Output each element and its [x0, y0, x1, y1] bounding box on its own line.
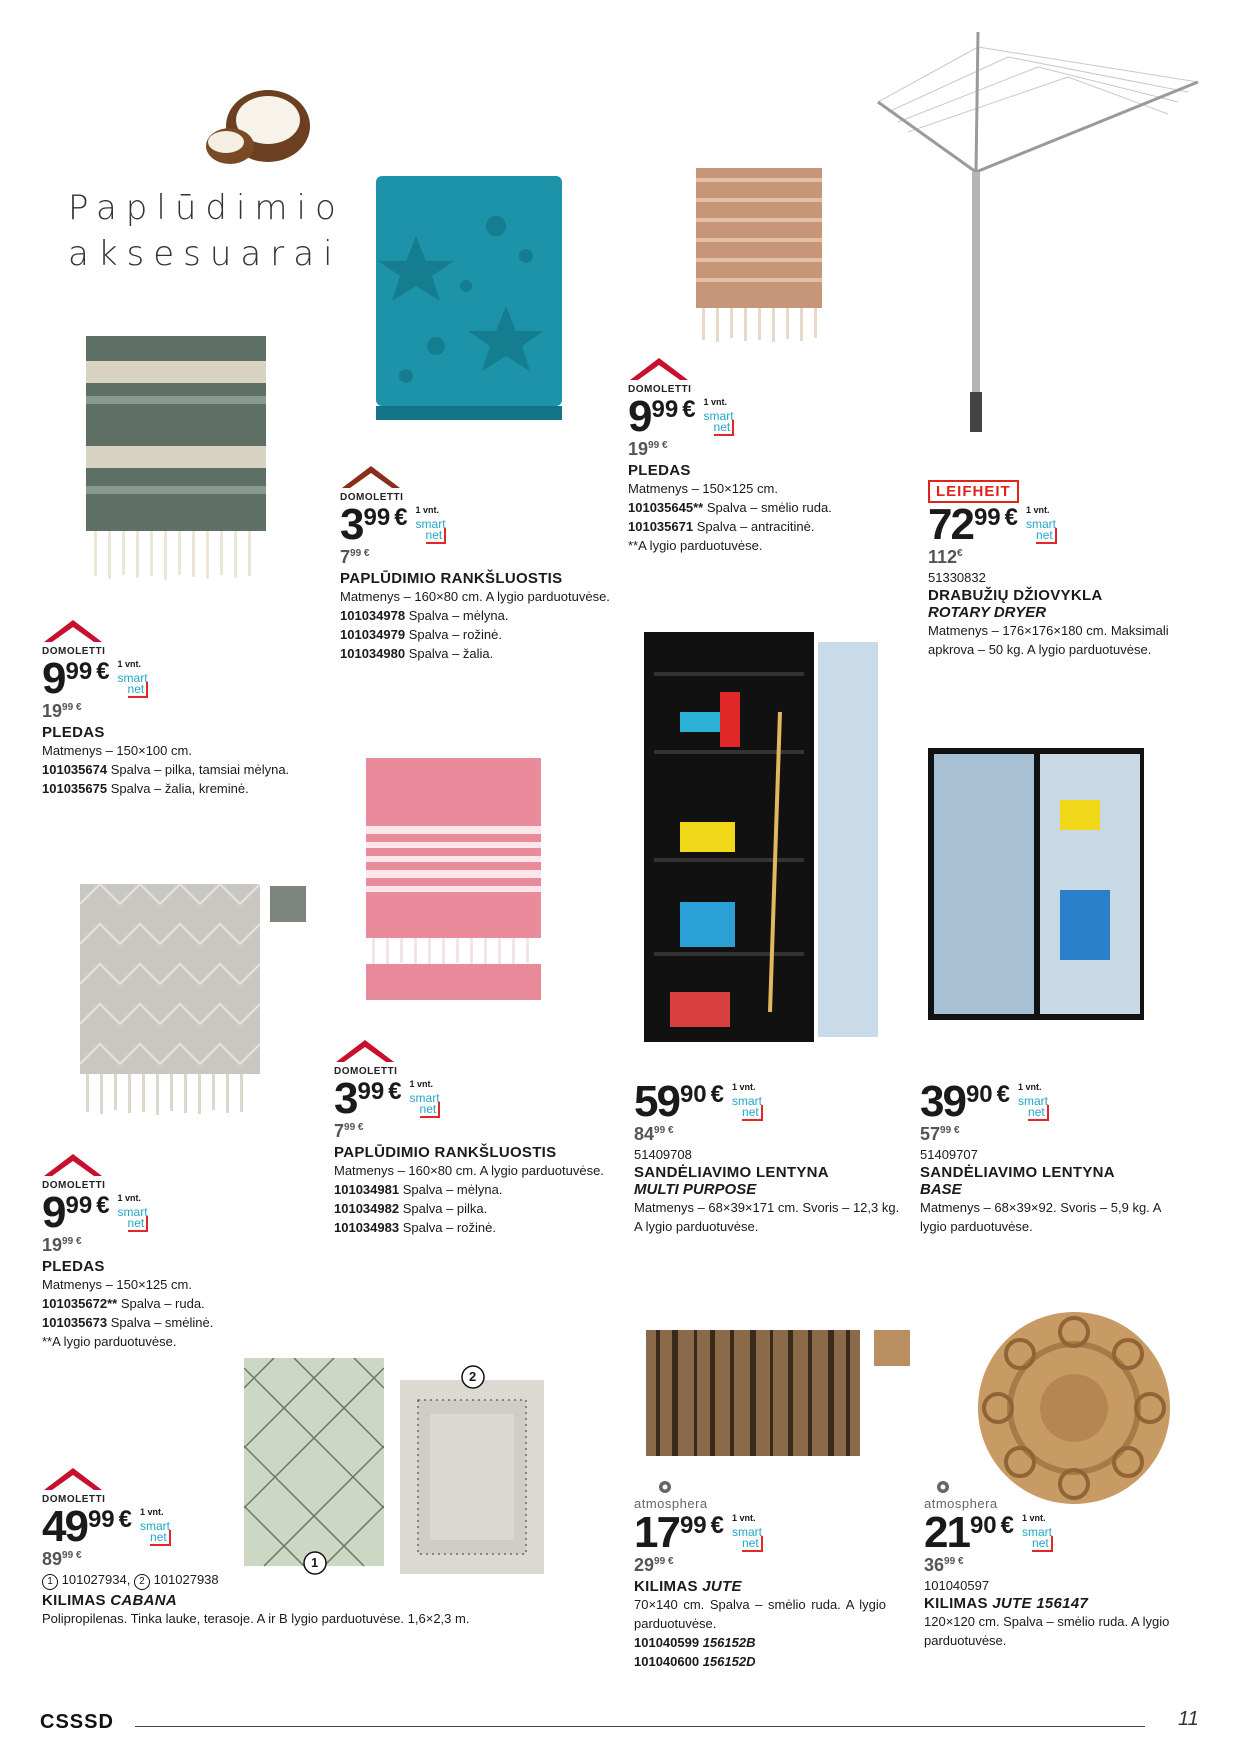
price [924, 1508, 1194, 1557]
price-int: 3 [340, 500, 363, 549]
brand-logo [924, 1480, 1194, 1511]
brand-logo [340, 464, 640, 503]
coconut-image [196, 84, 316, 174]
price-dec: 99 [65, 658, 93, 685]
variant-2: 101034982 Spalva – pilka. [334, 1201, 488, 1216]
old-price: $7^{99}$ € [340, 547, 370, 567]
unit-block [704, 397, 735, 433]
product-dims: Matmenys – 150×100 cm. [42, 743, 192, 758]
roof-icon [340, 464, 402, 490]
page-title-line1: Paplūdimio [68, 188, 345, 228]
brand-name: atmosphera [634, 1496, 708, 1511]
old-price: $19^{99}$ € [628, 439, 668, 459]
old-price: $84^{99}$ € [634, 1124, 674, 1144]
smart-net-logo: smart net [1022, 1525, 1053, 1550]
price-dec: 99 [65, 1192, 93, 1219]
brand-logo [42, 618, 342, 657]
product-towel-1 [340, 464, 640, 663]
smart-net-logo: smart net [415, 517, 446, 542]
product-code: 51409708 [634, 1147, 692, 1162]
price-currency: € [118, 1506, 133, 1533]
smart-net-logo: smart net [117, 671, 148, 696]
cabinet-multi-image [640, 632, 890, 1052]
unit-block [118, 1193, 149, 1229]
price-currency: € [710, 1081, 725, 1108]
product-dims: 70×140 cm. Spalva – smėlio ruda. A lygio parduotuvėse. [634, 1597, 886, 1631]
brand-logo [42, 1152, 342, 1191]
variant-1: 101034978 Spalva – mėlyna. [340, 608, 509, 623]
code-2-badge: 2 [134, 1574, 150, 1590]
price [42, 654, 342, 703]
price [334, 1074, 634, 1123]
page-title-line2: aksesuarai [68, 234, 342, 274]
price-int: 21 [924, 1508, 969, 1557]
smart-net-logo: smart net [117, 1205, 148, 1230]
unit-block [1018, 1082, 1049, 1118]
brand-logo: LEIFHEIT [928, 480, 1019, 503]
product-rug-jute-1 [634, 1480, 886, 1671]
price [928, 500, 1208, 549]
product-subname: ROTARY DRYER [928, 604, 1047, 621]
towel-teal-image [376, 176, 562, 426]
brand-name: DOMOLETTI [628, 384, 692, 395]
product-dims: Matmenys – 160×80 cm. A lygio parduotuvėse. [334, 1163, 604, 1178]
smart-net-logo: smart net [1026, 517, 1057, 542]
variant-1: 101035674 Spalva – pilka, tamsiai mėlyna. [42, 762, 290, 777]
atmosphera-icon [658, 1480, 672, 1494]
product-subname: BASE [920, 1181, 962, 1198]
variant-2: 101035675 Spalva – žalia, kreminė. [42, 781, 249, 796]
variant-3: 101034980 Spalva – žalia. [340, 646, 494, 661]
product-name: SANDĖLIAVIMO LENTYNA [920, 1164, 1115, 1181]
brand-logo [628, 356, 888, 395]
price-dec: 90 [965, 1081, 993, 1108]
price-dec: 99 [363, 504, 391, 531]
variant-2: 101034979 Spalva – rožinė. [340, 627, 502, 642]
unit-block [732, 1082, 763, 1118]
price-currency: € [1004, 504, 1019, 531]
product-name: SANDĖLIAVIMO LENTYNA [634, 1164, 829, 1181]
product-dims: Matmenys – 68×39×92. Svoris – 5,9 kg. A lygio parduotuvėse. [920, 1200, 1161, 1234]
price-int: 9 [628, 392, 651, 441]
price-dec: 99 [651, 396, 679, 423]
product-rotary-dryer [928, 480, 1208, 659]
product-shelf-base [920, 1077, 1190, 1236]
unit-label: 1 vnt. [1018, 1082, 1042, 1092]
brand-name: DOMOLETTI [42, 1180, 106, 1191]
product-dims: Matmenys – 176×176×180 cm. Maksimali apkrova – 50 kg. A lygio parduotuvėse. [928, 623, 1169, 657]
brand-name: DOMOLETTI [340, 492, 404, 503]
product-pledas-1 [42, 618, 342, 798]
page-number: 11 [1178, 1708, 1199, 1730]
price-currency: € [682, 396, 696, 423]
roof-icon [42, 618, 104, 644]
price-int: 49 [42, 1502, 87, 1551]
brand-logo [634, 1480, 886, 1511]
price-dec: 99 [357, 1078, 385, 1105]
product-dims: Polipropilenas. Tinka lauke, terasoje. A ir B lygio parduotuvėse. 1,6×2,3 m. [42, 1611, 470, 1626]
pledas-green-image [86, 336, 266, 586]
swatch-green [270, 886, 306, 922]
variant-1: 101035672** Spalva – ruda. [42, 1296, 205, 1311]
product-rug-cabana [42, 1466, 562, 1628]
unit-label: 1 vnt. [703, 397, 728, 407]
availability-note: **A lygio parduotuvėse. [628, 538, 763, 553]
product-name: KILIMAS CABANA [42, 1592, 178, 1609]
price-int: 72 [928, 500, 973, 549]
unit-label: 1 vnt. [409, 1079, 434, 1089]
product-pledas-2 [628, 356, 888, 555]
unit-block [140, 1507, 171, 1543]
product-name: DRABUŽIŲ DŽIOVYKLA [928, 587, 1103, 604]
brand-name: DOMOLETTI [42, 646, 106, 657]
smart-net-logo: smart net [732, 1525, 763, 1550]
price-int: 39 [920, 1077, 965, 1126]
price-currency: € [996, 1081, 1011, 1108]
variant-3: 101034983 Spalva – rožinė. [334, 1220, 496, 1235]
variant-2: 101035671 Spalva – antracitinė. [628, 519, 815, 534]
product-dims: Matmenys – 150×125 cm. [628, 481, 778, 496]
unit-label: 1 vnt. [140, 1507, 164, 1517]
variant-1: 101035645** Spalva – smėlio ruda. [628, 500, 832, 515]
old-price: $36^{99}$ € [924, 1555, 964, 1575]
brand-logo [334, 1038, 634, 1077]
product-code: 101040597 [924, 1578, 990, 1593]
old-price: 112€ [928, 547, 963, 567]
price-currency: € [1000, 1512, 1015, 1539]
unit-label: 1 vnt. [1026, 505, 1050, 515]
product-dims: Matmenys – 150×125 cm. [42, 1277, 192, 1292]
footer-logo: CSSSD [40, 1711, 114, 1733]
unit-label: 1 vnt. [117, 1193, 142, 1203]
price-dec: 99 [973, 504, 1001, 531]
roof-icon [628, 356, 690, 382]
price [42, 1502, 562, 1551]
code-1-badge: 1 [42, 1574, 58, 1590]
product-code: 51330832 [928, 570, 986, 585]
product-code: 51409707 [920, 1147, 978, 1162]
product-name: PAPLŪDIMIO RANKŠLUOSTIS [340, 570, 563, 587]
unit-label: 1 vnt. [732, 1082, 756, 1092]
product-shelf-multi [634, 1077, 904, 1236]
rug-label-1: 1 [311, 1555, 319, 1570]
pledas-grey-image [80, 884, 260, 1124]
product-name: PAPLŪDIMIO RANKŠLUOSTIS [334, 1144, 557, 1161]
unit-block [416, 505, 447, 541]
price-int: 9 [42, 1188, 65, 1237]
brand-name: DOMOLETTI [334, 1066, 398, 1077]
price-currency: € [388, 1078, 402, 1105]
price-currency: € [96, 658, 110, 685]
rug-label-2: 2 [469, 1369, 477, 1384]
product-dims: 120×120 cm. Spalva – smėlio ruda. A lygio parduotuvėse. [924, 1614, 1170, 1648]
unit-label: 1 vnt. [117, 659, 142, 669]
old-price: $57^{99}$ € [920, 1124, 960, 1144]
product-rug-jute-2 [924, 1480, 1194, 1650]
code-2: 101027938 [153, 1572, 219, 1587]
atmosphera-icon [936, 1480, 950, 1494]
price [340, 500, 640, 549]
brand-name: atmosphera [924, 1496, 998, 1511]
unit-label: 1 vnt. [1022, 1513, 1046, 1523]
price-currency: € [710, 1512, 725, 1539]
price-dec: 90 [969, 1512, 997, 1539]
variant-1: 101034981 Spalva – mėlyna. [334, 1182, 503, 1197]
product-name: PLEDAS [42, 1258, 105, 1275]
roof-icon [42, 1152, 104, 1178]
roof-icon [42, 1466, 104, 1492]
price-dec: 99 [679, 1512, 707, 1539]
roof-icon [334, 1038, 396, 1064]
price-currency: € [394, 504, 408, 531]
brand-logo [42, 1466, 562, 1505]
price-int: 3 [334, 1074, 357, 1123]
smart-net-logo: smart net [409, 1091, 440, 1116]
product-dims: Matmenys – 160×80 cm. A lygio parduotuvėse. [340, 589, 610, 604]
product-name: PLEDAS [42, 724, 105, 741]
variant-2: 101035673 Spalva – smėlinė. [42, 1315, 214, 1330]
towel-pink-image [366, 758, 546, 1008]
price-dec: 90 [679, 1081, 707, 1108]
product-name: PLEDAS [628, 462, 691, 479]
product-pledas-3 [42, 1152, 342, 1351]
product-name: KILIMAS JUTE [634, 1578, 742, 1595]
cabinet-base-image [920, 740, 1160, 1040]
variant-2: 101040600 156152D [634, 1654, 756, 1669]
price-currency: € [96, 1192, 110, 1219]
smart-net-logo: smart net [1018, 1094, 1049, 1119]
price [634, 1077, 904, 1126]
price [42, 1188, 342, 1237]
product-name: KILIMAS JUTE 156147 [924, 1595, 1089, 1612]
price [920, 1077, 1190, 1126]
swatch-jute [874, 1330, 910, 1366]
unit-block [732, 1513, 763, 1549]
old-price: $19^{99}$ € [42, 701, 82, 721]
price-dec: 99 [87, 1506, 115, 1533]
price [628, 392, 888, 441]
price-int: 9 [42, 654, 65, 703]
product-dims: Matmenys – 68×39×171 cm. Svoris – 12,3 kg. A lygio parduotuvėse. [634, 1200, 900, 1234]
product-codes [42, 1572, 562, 1590]
footer-divider [135, 1726, 1145, 1727]
smart-net-logo: smart net [140, 1519, 171, 1544]
unit-block [118, 659, 149, 695]
rug-jute-round-image [976, 1310, 1172, 1506]
price-int: 17 [634, 1508, 679, 1557]
old-price: $19^{99}$ € [42, 1235, 82, 1255]
smart-net-logo: smart net [703, 409, 734, 434]
unit-block [1022, 1513, 1053, 1549]
unit-label: 1 vnt. [415, 505, 440, 515]
unit-label: 1 vnt. [732, 1513, 756, 1523]
variant-1: 101040599 156152B [634, 1635, 756, 1650]
price-int: 59 [634, 1077, 679, 1126]
product-subname: MULTI PURPOSE [634, 1181, 757, 1198]
price [634, 1508, 886, 1557]
code-1: 101027934, [61, 1572, 131, 1587]
brand-name: DOMOLETTI [42, 1494, 106, 1505]
old-price: $29^{99}$ € [634, 1555, 674, 1575]
old-price: $7^{99}$ € [334, 1121, 364, 1141]
unit-block [410, 1079, 441, 1115]
product-towel-2 [334, 1038, 634, 1237]
unit-block [1026, 505, 1057, 541]
availability-note: **A lygio parduotuvėse. [42, 1334, 177, 1349]
rug-jute-rect-image [646, 1330, 862, 1460]
smart-net-logo: smart net [732, 1094, 763, 1119]
old-price: $89^{99}$ € [42, 1549, 82, 1569]
